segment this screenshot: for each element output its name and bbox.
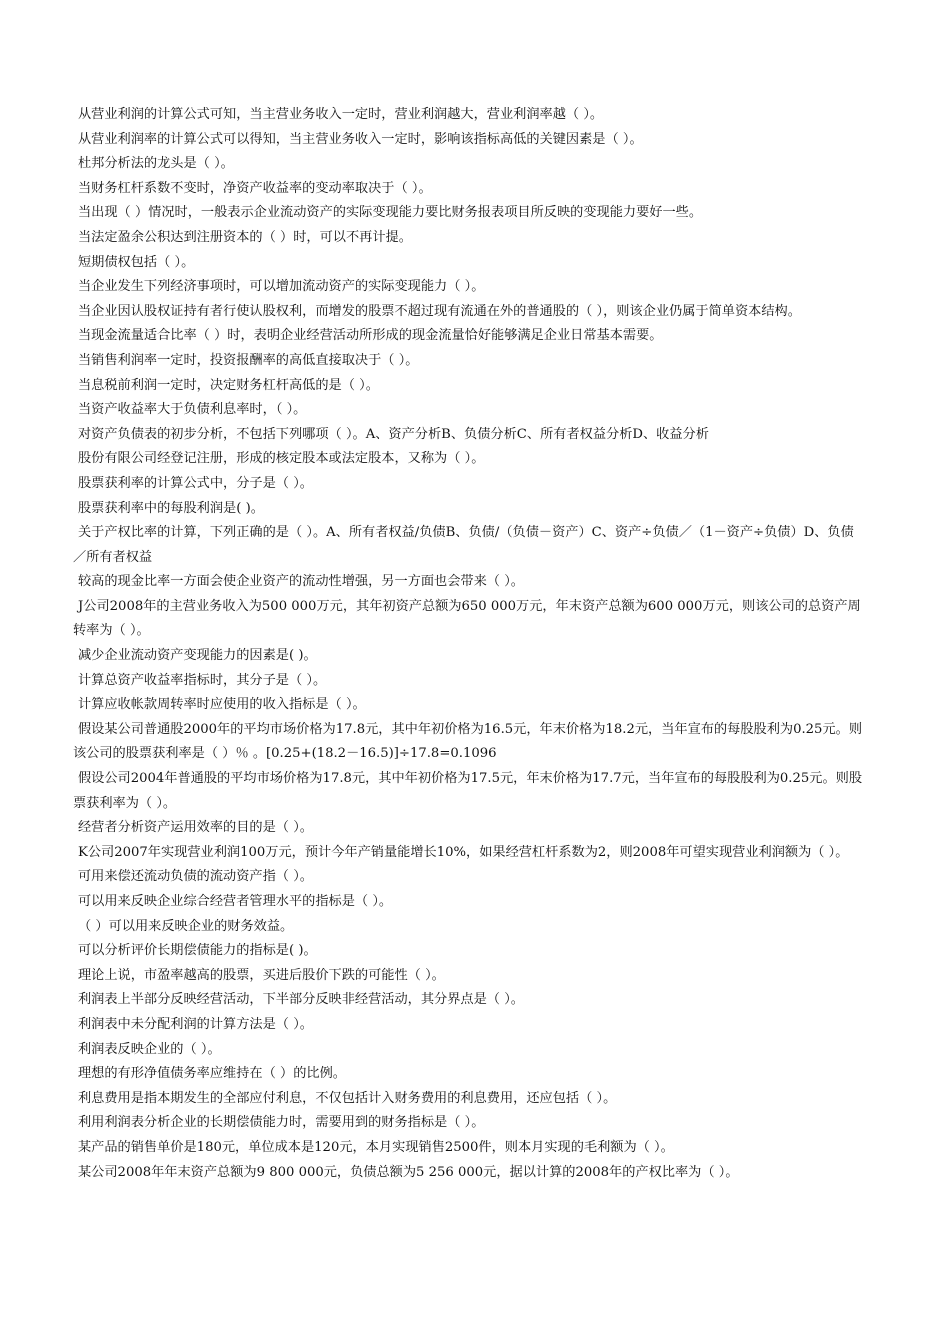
- question-item: 计算总资产收益率指标时，其分子是（ ）。: [78, 672, 327, 688]
- question-item: 经营者分析资产运用效率的目的是（ ）。: [78, 820, 313, 836]
- question-item: 从营业利润率的计算公式可以得知，当主营业务收入一定时，影响该指标高低的关键因素是（ ）。: [78, 131, 643, 147]
- question-item: 从营业利润的计算公式可知，当主营业务收入一定时，营业利润越大，营业利润率越（ ）。: [78, 107, 604, 122]
- question-item: 利润表上半部分反映经营活动，下半部分反映非经营活动，其分界点是（ ）。: [78, 992, 524, 1008]
- question-item: 利润表中未分配利润的计算方法是（ ）。: [78, 1016, 313, 1032]
- question-item: 假设公司2004年普通股的平均市场价格为17.8元，其中年初价格为17.5元，年末价格为17.7元，当年宣布的每股股利为0.25元。则股票获利率为（ ）。: [73, 771, 863, 811]
- question-item: 减少企业流动资产变现能力的因素是( )。: [78, 648, 317, 664]
- question-item: 当销售利润率一定时，投资报酬率的高低直接取决于（ ）。: [78, 352, 419, 368]
- question-item: 假设某公司普通股2000年的平均市场价格为17.8元，其中年初价格为16.5元，年末价格为18.2元，当年宣布的每股股利为0.25元。则该公司的股票获利率是（ ）％ 。[0.25+(18.2－16.5)]÷17.8=0.1096: [73, 721, 863, 762]
- question-item: 杜邦分析法的龙头是（ ）。: [78, 156, 234, 172]
- question-item: 当出现（ ）情况时，一般表示企业流动资产的实际变现能力要比财务报表项目所反映的变现能力要好一些。: [78, 205, 703, 221]
- question-item: 可以用来反映企业综合经营者管理水平的指标是（ ）。: [78, 894, 393, 909]
- question-item: 当企业因认股权证持有者行使认股权利，而增发的股票不超过现有流通在外的普通股的（ ），则该企业仍属于简单资本结构。: [78, 303, 801, 319]
- question-item: 短期债权包括（ ）。: [78, 254, 195, 270]
- question-item: 当现金流量适合比率（ ）时，表明企业经营活动所形成的现金流量恰好能够满足企业日常基本需要。: [78, 328, 663, 344]
- question-item: 股票获利率的计算公式中，分子是（ ）。: [78, 475, 313, 491]
- question-list: [73, 103, 863, 1185]
- question-item: （ ）可以用来反映企业的财务效益。: [78, 918, 294, 934]
- question-item: 利用利润表分析企业的长期偿债能力时，需要用到的财务指标是（ ）。: [78, 1115, 485, 1131]
- question-item: 计算应收帐款周转率时应使用的收入指标是（ ）。: [78, 697, 366, 713]
- question-item: 当法定盈余公积达到注册资本的（ ）时，可以不再计提。: [78, 229, 412, 245]
- question-item: 理论上说，市盈率越高的股票，买进后股价下跌的可能性（ ）。: [78, 967, 445, 983]
- question-item: 较高的现金比率一方面会使企业资产的流动性增强，另一方面也会带来（ ）。: [78, 574, 524, 590]
- question-item: 可用来偿还流动负债的流动资产指（ ）。: [78, 869, 313, 885]
- question-item: 对资产负债表的初步分析，不包括下列哪项（ ）。A、资产分析B、负债分析C、所有者权益分析D、收益分析: [78, 426, 709, 442]
- question-item: 股票获利率中的每股利润是( )。: [78, 500, 264, 516]
- question-item: 理想的有形净值债务率应维持在（ ）的比例。: [78, 1066, 346, 1082]
- question-item: 可以分析评价长期偿债能力的指标是( )。: [78, 943, 317, 959]
- question-item: 当息税前利润一定时，决定财务杠杆高低的是（ ）。: [78, 377, 379, 393]
- question-item: 某产品的销售单价是180元，单位成本是120元，本月实现销售2500件，则本月实现的毛利额为（ ）。: [78, 1139, 674, 1155]
- question-item: 利息费用是指本期发生的全部应付利息，不仅包括计入财务费用的利息费用，还应包括（ ）。: [78, 1090, 617, 1106]
- question-item: 当财务杠杆系数不变时，净资产收益率的变动率取决于（ ）。: [78, 180, 432, 196]
- question-item: 某公司2008年年末资产总额为9 800 000元，负债总额为5 256 000元，据以计算的2008年的产权比率为（ ）。: [78, 1164, 739, 1180]
- question-item: 股份有限公司经登记注册，形成的核定股本或法定股本，又称为（ ）。: [78, 451, 485, 467]
- question-item: 当企业发生下列经济事项时，可以增加流动资产的实际变现能力（ ）。: [78, 279, 485, 295]
- question-item: 关于产权比率的计算，下列正确的是（ ）。A、所有者权益/负债B、负债/（负债－资产）C、资产÷负债／（1－资产÷负债）D、负债／所有者权益: [73, 525, 854, 565]
- question-item: K公司2007年实现营业利润100万元，预计今年产销量能增长10%，如果经营杠杆系数为2，则2008年可望实现营业利润额为（ ）。: [78, 844, 849, 860]
- question-item: 利润表反映企业的（ ）。: [78, 1041, 221, 1057]
- question-item: 当资产收益率大于负债利息率时，（ ）。: [78, 402, 307, 418]
- question-item: J公司2008年的主营业务收入为500 000万元，其年初资产总额为650 000万元，年末资产总额为600 000万元，则该公司的总资产周转率为（ ）。: [73, 598, 861, 639]
